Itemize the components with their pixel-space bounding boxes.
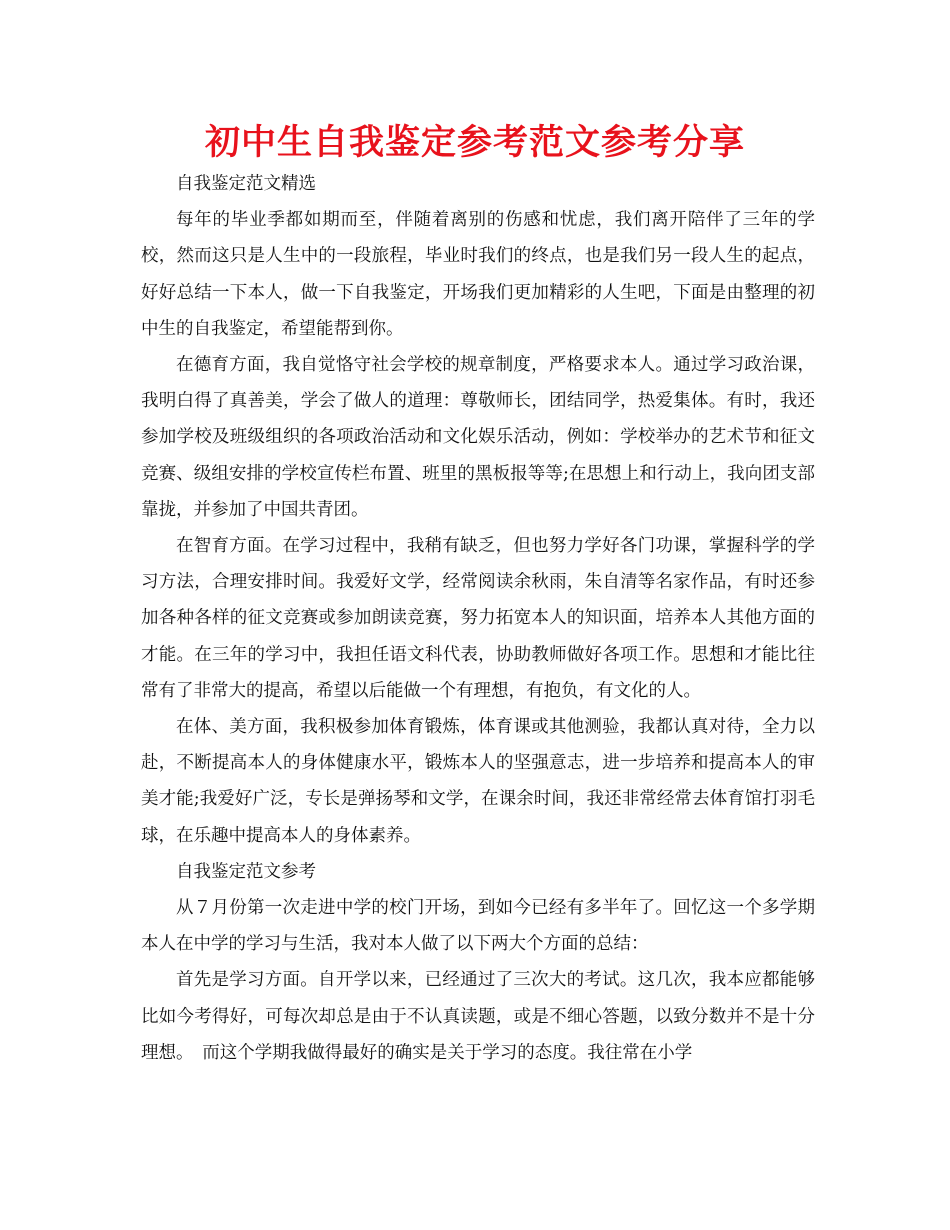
section-heading: 自我鉴定范文精选	[176, 174, 316, 194]
document-title: 初中生自我鉴定参考范文参考分享	[204, 123, 745, 163]
section-heading: 自我鉴定范文参考	[176, 861, 316, 882]
paragraph: 每年的毕业季都如期而至，伴随着离别的伤感和忧虑，我们离开陪伴了三年的学校，然而这只是人生中的一段旅程，毕业时我们的终点，也是我们另一段人生的起点，好好总结一下本人，做一下自我鉴定，开场我们更加精彩的人生吧，下面是由整理的初中生的自我鉴定，希望能帮到你。	[141, 210, 815, 339]
document-body	[141, 166, 815, 1071]
paragraph: 从７月份第一次走进中学的校门开场，到如今已经有多半年了。回忆这一个多学期本人在中学的学习与生活，我对本人做了以下两大个方面的总结：	[141, 898, 815, 955]
paragraph: 在智育方面。在学习过程中，我稍有缺乏，但也努力学好各门功课，掌握科学的学习方法，合理安排时间。我爱好文学，经常阅读余秋雨，朱自清等名家作品，有时还参加各种各样的征文竞赛或参加朗读竞赛，努力拓宽本人的知识面，培养本人其他方面的才能。在三年的学习中，我担任语文科代表，协助教师做好各项工作。思想和才能比往常有了非常大的提高，希望以后能做一个有理想，有抱负，有文化的人。	[141, 536, 815, 701]
paragraph: 在德育方面，我自觉恪守社会学校的规章制度，严格要求本人。通过学习政治课，我明白得了真善美，学会了做人的道理：尊敬师长，团结同学，热爱集体。有时，我还参加学校及班级组织的各项政治活动和文化娱乐活动，例如：学校举办的艺术节和征文竞赛、级组安排的学校宣传栏布置、班里的黑板报等等;在思想上和行动上，我向团支部靠拢，并参加了中国共青团。	[141, 355, 815, 520]
paragraph: 首先是学习方面。自开学以来，已经通过了三次大的考试。这几次，我本应都能够比如今考得好，可每次却总是由于不认真读题，或是不细心答题，以致分数并不是十分理想。 而这个学期我做得最好的确实是关于学习的态度。我往常在小学	[141, 970, 815, 1063]
paragraph: 在体、美方面，我积极参加体育锻炼，体育课或其他测验，我都认真对待，全力以赴，不断提高本人的身体健康水平，锻炼本人的坚强意志，进一步培养和提高本人的审美才能;我爱好广泛，专长是弹扬琴和文学，在课余时间，我还非常经常去体育馆打羽毛球，在乐趣中提高本人的身体素养。	[141, 717, 815, 846]
